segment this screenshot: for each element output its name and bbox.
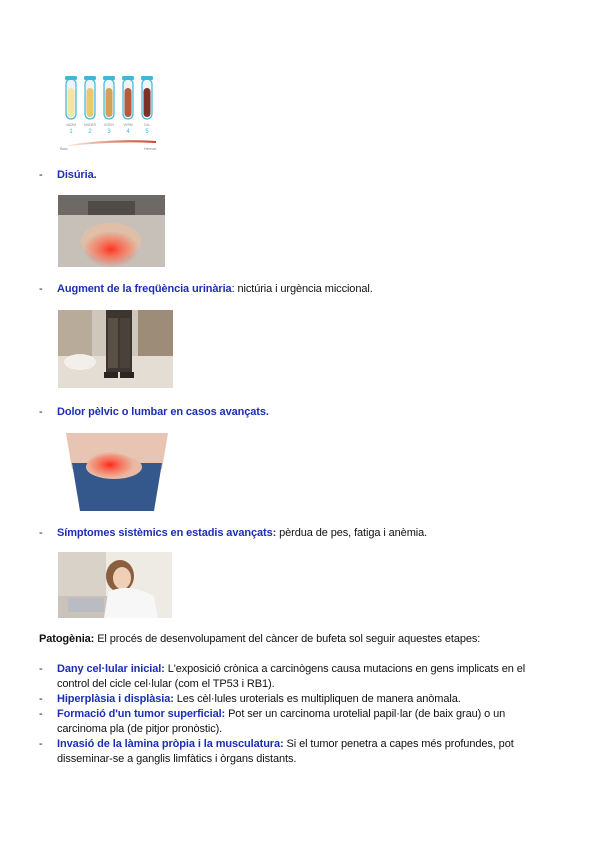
bullet-dash: - <box>39 169 43 181</box>
scale-left-label: Baix <box>60 146 68 151</box>
tube-number: 4 <box>126 129 130 135</box>
tube-label: CAL <box>143 123 151 127</box>
step-term: Hiperplàsia i displàsia: <box>57 693 174 705</box>
urine-tube <box>103 76 115 119</box>
step-term: Dany cel·lular inicial: <box>57 663 165 675</box>
tube-label: INTEN <box>104 123 114 127</box>
symptom-term: Símptomes sistèmics en estadis avançats: <box>57 527 277 539</box>
urine-tubes-illustration <box>58 74 164 154</box>
fatigue-photo <box>58 552 172 618</box>
pathogenesis-intro-text: El procés de desenvolupament del càncer de bufeta sol seguir aquestes etapes: <box>94 633 481 645</box>
symptom-text: : nictúria i urgència miccional. <box>231 283 373 295</box>
bullet-dash: - <box>39 708 43 720</box>
urine-color-chart <box>58 74 164 154</box>
step-text: L'exposició crònica a carcinògens causa mutacions en gens implicats en el <box>164 663 526 675</box>
symptom-text: pèrdua de pes, fatiga i anèmia. <box>276 527 428 539</box>
urine-tube <box>84 76 96 119</box>
tube-number: 1 <box>69 129 73 135</box>
symptom-item-pelvic-pain <box>57 405 269 419</box>
pathogenesis-step-2 <box>57 692 461 706</box>
tube-label: VERM <box>123 123 133 127</box>
pathogenesis-step-1 <box>57 662 525 676</box>
pelvic-pain-photo <box>58 195 165 267</box>
bullet-dash: - <box>39 406 43 418</box>
step-term: Invasió de la làmina pròpia i la musculatura: <box>57 738 284 750</box>
bullet-dash: - <box>39 527 43 539</box>
pathogenesis-heading: Patogènia: <box>39 633 95 645</box>
pathogenesis-step-4-cont: disseminar-se a ganglis limfàtics i òrgans distants. <box>57 753 297 765</box>
pathogenesis-step-3-cont: carcinoma pla (de pitjor pronòstic). <box>57 723 223 735</box>
bullet-dash: - <box>39 283 43 295</box>
symptom-term: Disúria. <box>57 169 97 181</box>
symptom-item-systemic <box>57 526 427 540</box>
tube-number: 2 <box>88 129 92 135</box>
pathogenesis-intro <box>39 632 480 646</box>
pathogenesis-step-4 <box>57 737 514 751</box>
step-term: Formació d'un tumor superficial: <box>57 708 226 720</box>
scale-right-label: Hemat. <box>144 146 157 151</box>
tube-number: 3 <box>107 129 111 135</box>
tube-number: 5 <box>145 129 149 135</box>
symptom-item-urinary-frequency <box>57 282 373 296</box>
urgency-photo <box>58 310 173 388</box>
step-text: Si el tumor penetra a capes més profundes, pot <box>283 738 514 750</box>
tube-label: MODER <box>84 123 96 127</box>
pathogenesis-step-3 <box>57 707 505 721</box>
urine-tube <box>141 76 153 119</box>
step-text: Pot ser un carcinoma urotelial papil·lar (de baix grau) o un <box>225 708 506 720</box>
symptom-item-dysuria <box>57 168 97 182</box>
pathogenesis-step-1-cont: control del cicle cel·lular (com el TP53 i RB1). <box>57 678 275 690</box>
step-text: Les cèl·lules uroterials es multipliquen de manera anòmala. <box>173 693 461 705</box>
bullet-dash: - <box>39 663 43 675</box>
bullet-dash: - <box>39 693 43 705</box>
abdominal-pain-photo <box>58 433 176 511</box>
tube-label: VADIM <box>66 123 76 127</box>
severity-scale-bar <box>68 140 156 146</box>
urine-tube <box>122 76 134 119</box>
bullet-dash: - <box>39 738 43 750</box>
urine-tube <box>65 76 77 119</box>
symptom-term: Augment de la freqüència urinària <box>57 283 232 295</box>
symptom-term: Dolor pèlvic o lumbar en casos avançats. <box>57 406 269 418</box>
